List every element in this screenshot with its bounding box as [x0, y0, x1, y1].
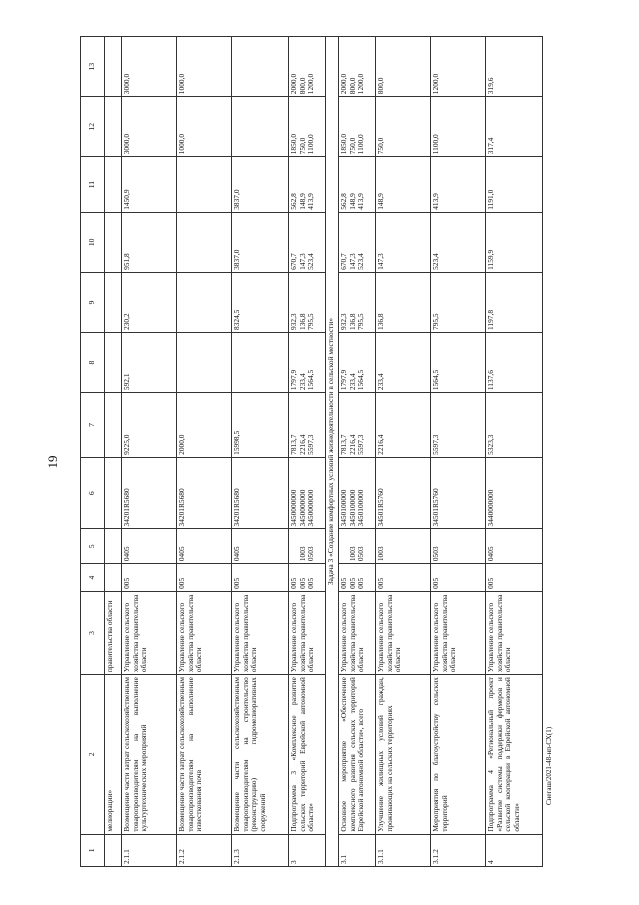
row-number: 3.1.1: [376, 834, 431, 866]
row-executor: Управление сельского хозяйства правительства области: [289, 591, 326, 674]
cell-value: 1850,0: [339, 133, 348, 155]
row-executor: Управление сельского хозяйства правительства области: [486, 591, 543, 674]
row-title: Возмещение части затрат сельскохозяйственным товаропроизводителям на выполнение культуртехнических мероприятий: [122, 675, 177, 835]
cell-value: 523,4: [431, 253, 440, 270]
cell-value: 1200,0: [356, 73, 366, 95]
cell-c7: [122, 393, 177, 458]
cell-value: 592,1: [122, 373, 131, 391]
row-number: 3: [289, 834, 326, 866]
cell-c11: [289, 157, 326, 212]
cell-c4: [177, 564, 232, 592]
column-number-7: 7: [81, 393, 105, 458]
cell-value: 1564,5: [356, 369, 366, 391]
cell-value: 005: [297, 577, 307, 589]
cell-value: 005: [177, 577, 186, 589]
cell-value: 34201R5680: [122, 488, 131, 527]
cell-value: 795,5: [306, 313, 316, 330]
row-number: 3.1: [339, 834, 376, 866]
cell-c7: [431, 393, 486, 458]
cell-value: 670,7: [289, 253, 298, 270]
cell-value: [106, 39, 115, 94]
table-row: [177, 37, 232, 867]
cell-value: 34501R5760: [376, 488, 385, 527]
column-number-6: 6: [81, 457, 105, 529]
cell-value: 3837,0: [232, 189, 241, 210]
column-number-5: 5: [81, 529, 105, 564]
cell-c13: [177, 37, 232, 97]
cell-value: 233,4: [297, 373, 307, 391]
cell-c5: [232, 529, 289, 564]
column-number-10: 10: [81, 212, 105, 272]
row-executor: Управление сельского хозяйства правительства области: [177, 591, 232, 674]
cell-value: 1137,6: [486, 370, 495, 391]
cell-value: [233, 335, 242, 390]
row-title: Основное мероприятие «Обеспечение комплексного развития сельских территорий Еврейской автономной области», всего: [339, 675, 376, 835]
cell-value: 3450100000: [339, 489, 348, 527]
cell-c11: [486, 157, 543, 212]
column-number-13: 13: [81, 37, 105, 97]
cell-value: 136,8: [347, 313, 357, 330]
cell-value: [106, 566, 115, 589]
cell-c5: [289, 529, 326, 564]
cell-value: 750,0: [376, 137, 385, 155]
row-executor: Управление сельского хозяйства правительства области: [431, 591, 486, 674]
column-number-9: 9: [81, 272, 105, 332]
cell-c6: [289, 457, 326, 529]
cell-c5: [105, 529, 122, 564]
cell-value: 7813,7: [339, 434, 348, 455]
cell-c7: [177, 393, 232, 458]
cell-value: 8324,5: [232, 309, 241, 330]
budget-table: [80, 36, 543, 867]
cell-value: 15998,5: [232, 430, 241, 455]
cell-c9: [105, 272, 122, 332]
cell-value: 3000,0: [122, 133, 131, 155]
cell-value: 5597,3: [356, 434, 366, 455]
cell-value: 5597,3: [306, 434, 316, 455]
cell-value: 2000,0: [177, 434, 186, 455]
cell-value: 005: [289, 577, 298, 589]
cell-value: 3450000000: [306, 489, 316, 527]
cell-value: 147,3: [347, 253, 357, 270]
column-number-3: 3: [81, 591, 105, 674]
cell-c12: [431, 97, 486, 157]
cell-value: 005: [486, 577, 495, 589]
cell-value: 0503: [356, 546, 366, 562]
cell-c11: [232, 157, 289, 212]
task-row: [326, 37, 339, 867]
row-title: Улучшение жилищных условий граждан, проживающих на сельских территориях: [376, 675, 431, 835]
cell-value: 1003: [297, 546, 307, 562]
cell-value: 750,0: [297, 137, 307, 155]
cell-value: 1100,0: [431, 134, 440, 155]
cell-c5: [376, 529, 431, 564]
cell-value: 34201R5680: [232, 488, 241, 527]
cell-c10: [339, 212, 376, 272]
table-row: [232, 37, 289, 867]
cell-value: 3000,0: [122, 73, 131, 95]
cell-c10: [122, 212, 177, 272]
cell-value: 523,4: [306, 253, 316, 270]
cell-c10: [289, 212, 326, 272]
footer-code: Снегаш/2021-48-нп-СХ(1): [545, 726, 553, 805]
row-number: 4: [486, 834, 543, 866]
cell-c13: [376, 37, 431, 97]
cell-c13: [289, 37, 326, 97]
cell-c10: [105, 212, 122, 272]
cell-value: [178, 159, 187, 209]
cell-value: 1000,0: [177, 133, 186, 155]
cell-value: [106, 335, 115, 390]
cell-value: 233,4: [376, 373, 385, 391]
cell-c11: [431, 157, 486, 212]
cell-c10: [232, 212, 289, 272]
cell-value: 2000,0: [289, 73, 298, 95]
cell-value: [178, 335, 187, 390]
cell-value: 1000,0: [177, 73, 186, 95]
column-number-1: 1: [81, 834, 105, 866]
cell-c10: [177, 212, 232, 272]
cell-value: 2216,4: [376, 434, 385, 455]
cell-value: 005: [431, 577, 440, 589]
cell-c7: [105, 393, 122, 458]
cell-c4: [289, 564, 326, 592]
cell-c9: [289, 272, 326, 332]
row-title: Возмещение части сельскохозяйственным товаропроизводителям на строительство (реконструкцию) гидромелиоративных сооружений: [232, 675, 289, 835]
cell-value: 0405: [122, 546, 131, 562]
cell-value: 317,4: [486, 137, 495, 155]
cell-c13: [122, 37, 177, 97]
cell-value: 148,9: [347, 193, 357, 210]
cell-value: 1564,5: [306, 369, 316, 391]
cell-value: 523,4: [356, 253, 366, 270]
cell-c12: [177, 97, 232, 157]
cell-c9: [486, 272, 543, 332]
cell-value: 147,3: [297, 253, 307, 270]
cell-value: 1797,9: [339, 369, 348, 391]
cell-value: 7813,7: [289, 434, 298, 455]
cell-c4: [486, 564, 543, 592]
row-executor: Управление сельского хозяйства правительства области: [122, 591, 177, 674]
cell-c5: [122, 529, 177, 564]
cell-c6: [431, 457, 486, 529]
cell-value: 136,8: [297, 313, 307, 330]
cell-value: 0405: [177, 546, 186, 562]
table-row: [431, 37, 486, 867]
row-executor: Управление сельского хозяйства правительства области: [232, 591, 289, 674]
cell-c7: [486, 393, 543, 458]
cell-value: 1197,8: [486, 309, 495, 330]
cell-c6: [486, 457, 543, 529]
cell-value: [178, 275, 187, 330]
cell-c9: [177, 272, 232, 332]
header-row: [81, 37, 105, 867]
cell-c11: [122, 157, 177, 212]
cell-c11: [376, 157, 431, 212]
cell-value: 413,9: [431, 193, 440, 210]
row-executor: правительства области: [105, 591, 122, 674]
cell-value: 005: [122, 577, 131, 589]
cell-value: 005: [376, 577, 385, 589]
cell-c9: [232, 272, 289, 332]
row-number: 2.1.1: [122, 834, 177, 866]
cell-c12: [105, 97, 122, 157]
table-row: [486, 37, 543, 867]
cell-value: 800,0: [376, 77, 385, 95]
cell-value: 3450000000: [289, 489, 298, 527]
row-title: Возмещение части затрат сельскохозяйственным товаропроизводителям на выполнение известкования почв: [177, 675, 232, 835]
cell-value: 1564,5: [431, 369, 440, 391]
cell-c6: [177, 457, 232, 529]
cell-c8: [376, 333, 431, 393]
table-row: [376, 37, 431, 867]
cell-value: 750,0: [347, 137, 357, 155]
cell-c12: [289, 97, 326, 157]
cell-value: 3837,0: [232, 249, 241, 270]
cell-c11: [105, 157, 122, 212]
cell-value: 3450100000: [356, 489, 366, 527]
cell-value: 005: [339, 577, 348, 589]
cell-value: [106, 215, 115, 270]
cell-value: 562,8: [289, 193, 298, 210]
table-row: [105, 37, 122, 867]
cell-value: 0405: [232, 546, 241, 562]
cell-c7: [232, 393, 289, 458]
table-row: [339, 37, 376, 867]
cell-value: 9225,0: [122, 434, 131, 455]
cell-c7: [339, 393, 376, 458]
cell-c10: [431, 212, 486, 272]
cell-c12: [122, 97, 177, 157]
cell-c6: [122, 457, 177, 529]
cell-value: 3450000000: [297, 489, 307, 527]
cell-value: 319,6: [486, 77, 495, 95]
cell-value: 932,3: [289, 313, 298, 330]
cell-c8: [339, 333, 376, 393]
cell-c5: [486, 529, 543, 564]
column-number-12: 12: [81, 97, 105, 157]
row-number: 3.1.2: [431, 834, 486, 866]
cell-c12: [232, 97, 289, 157]
cell-c7: [289, 393, 326, 458]
cell-value: 800,0: [347, 77, 357, 95]
cell-c9: [122, 272, 177, 332]
cell-c8: [105, 333, 122, 393]
cell-c8: [431, 333, 486, 393]
cell-value: 34201R5680: [177, 488, 186, 527]
cell-c5: [177, 529, 232, 564]
cell-c5: [339, 529, 376, 564]
cell-value: 2000,0: [339, 73, 348, 95]
cell-value: 1850,0: [289, 133, 298, 155]
cell-c11: [177, 157, 232, 212]
row-number: 2.1.3: [232, 834, 289, 866]
cell-value: 1003: [376, 546, 385, 562]
cell-c7: [376, 393, 431, 458]
table-row: [122, 37, 177, 867]
row-title: Мероприятия по благоустройству сельских территорий: [431, 675, 486, 835]
cell-c6: [232, 457, 289, 529]
cell-c4: [105, 564, 122, 592]
row-title: мелиорации»: [105, 675, 122, 835]
row-number: 2.1.2: [177, 834, 232, 866]
cell-value: 1797,9: [289, 369, 298, 391]
cell-value: 0503: [431, 546, 440, 562]
cell-c8: [486, 333, 543, 393]
cell-value: 0503: [306, 546, 316, 562]
cell-c4: [376, 564, 431, 592]
cell-value: [106, 159, 115, 209]
cell-value: 136,8: [376, 313, 385, 330]
cell-c13: [105, 37, 122, 97]
cell-c12: [339, 97, 376, 157]
cell-value: 005: [356, 577, 366, 589]
cell-value: 670,7: [339, 253, 348, 270]
column-number-11: 11: [81, 157, 105, 212]
cell-value: 3450100000: [347, 489, 357, 527]
row-number: [105, 834, 122, 866]
cell-value: 147,3: [376, 253, 385, 270]
cell-c6: [339, 457, 376, 529]
cell-value: 795,5: [431, 313, 440, 330]
cell-value: 148,9: [297, 193, 307, 210]
cell-value: 1191,0: [486, 189, 495, 210]
cell-value: [106, 532, 115, 562]
task-title: Задача 3 «Создание комфортных условий жизнедеятельности в сельской местности»: [326, 37, 339, 867]
cell-c10: [376, 212, 431, 272]
cell-c6: [376, 457, 431, 529]
cell-value: 005: [347, 577, 357, 589]
cell-value: 951,8: [122, 253, 131, 270]
page-number: 19: [45, 455, 60, 469]
cell-value: 413,9: [356, 193, 366, 210]
cell-c9: [376, 272, 431, 332]
cell-c8: [122, 333, 177, 393]
cell-c9: [339, 272, 376, 332]
cell-c9: [431, 272, 486, 332]
cell-value: 005: [232, 577, 241, 589]
cell-value: 1200,0: [431, 73, 440, 95]
cell-c11: [339, 157, 376, 212]
cell-c13: [486, 37, 543, 97]
cell-c13: [232, 37, 289, 97]
cell-value: 1003: [347, 546, 357, 562]
column-number-8: 8: [81, 333, 105, 393]
cell-c12: [376, 97, 431, 157]
cell-value: [106, 275, 115, 330]
cell-c4: [232, 564, 289, 592]
cell-value: [106, 395, 115, 455]
cell-value: 34501R5760: [431, 488, 440, 527]
cell-value: 1159,9: [486, 249, 495, 270]
cell-value: 413,9: [306, 193, 316, 210]
cell-c4: [122, 564, 177, 592]
cell-c4: [431, 564, 486, 592]
cell-c10: [486, 212, 543, 272]
cell-c13: [339, 37, 376, 97]
cell-value: 562,8: [339, 193, 348, 210]
cell-value: 005: [306, 577, 316, 589]
cell-value: [106, 460, 115, 527]
cell-value: 230,2: [122, 313, 131, 330]
cell-value: 800,0: [297, 77, 307, 95]
cell-value: 2216,4: [347, 434, 357, 455]
cell-value: 5597,3: [431, 434, 440, 455]
cell-value: 1200,0: [306, 73, 316, 95]
cell-value: 1100,0: [306, 134, 316, 155]
row-executor: Управление сельского хозяйства правительства области: [376, 591, 431, 674]
cell-value: 1450,9: [122, 189, 131, 210]
cell-value: 1100,0: [356, 134, 366, 155]
cell-value: 3440000000: [486, 489, 495, 527]
row-executor: Управление сельского хозяйства правительства области: [339, 591, 376, 674]
column-number-2: 2: [81, 675, 105, 835]
cell-value: 5323,3: [486, 434, 495, 455]
cell-value: 148,9: [376, 193, 385, 210]
cell-c5: [431, 529, 486, 564]
cell-value: 795,5: [356, 313, 366, 330]
cell-value: 2216,4: [297, 434, 307, 455]
cell-value: [233, 99, 242, 154]
column-number-4: 4: [81, 564, 105, 592]
cell-value: 233,4: [347, 373, 357, 391]
cell-c6: [105, 457, 122, 529]
cell-value: [106, 99, 115, 154]
row-title: Подпрограмма 3 «Комплексное развитие сельских территорий Еврейской автономной области»: [289, 675, 326, 835]
cell-value: 932,3: [339, 313, 348, 330]
cell-c4: [339, 564, 376, 592]
cell-value: [178, 215, 187, 270]
table-row: [289, 37, 326, 867]
cell-c12: [486, 97, 543, 157]
cell-value: [233, 39, 242, 94]
cell-c8: [177, 333, 232, 393]
row-title: Подпрограмма 4 «Региональный проект «Развитие системы поддержки фермеров и сельской кооперации в Еврейской автономной области»: [486, 675, 543, 835]
cell-c13: [431, 37, 486, 97]
cell-value: 0405: [486, 546, 495, 562]
cell-c8: [232, 333, 289, 393]
cell-c8: [289, 333, 326, 393]
